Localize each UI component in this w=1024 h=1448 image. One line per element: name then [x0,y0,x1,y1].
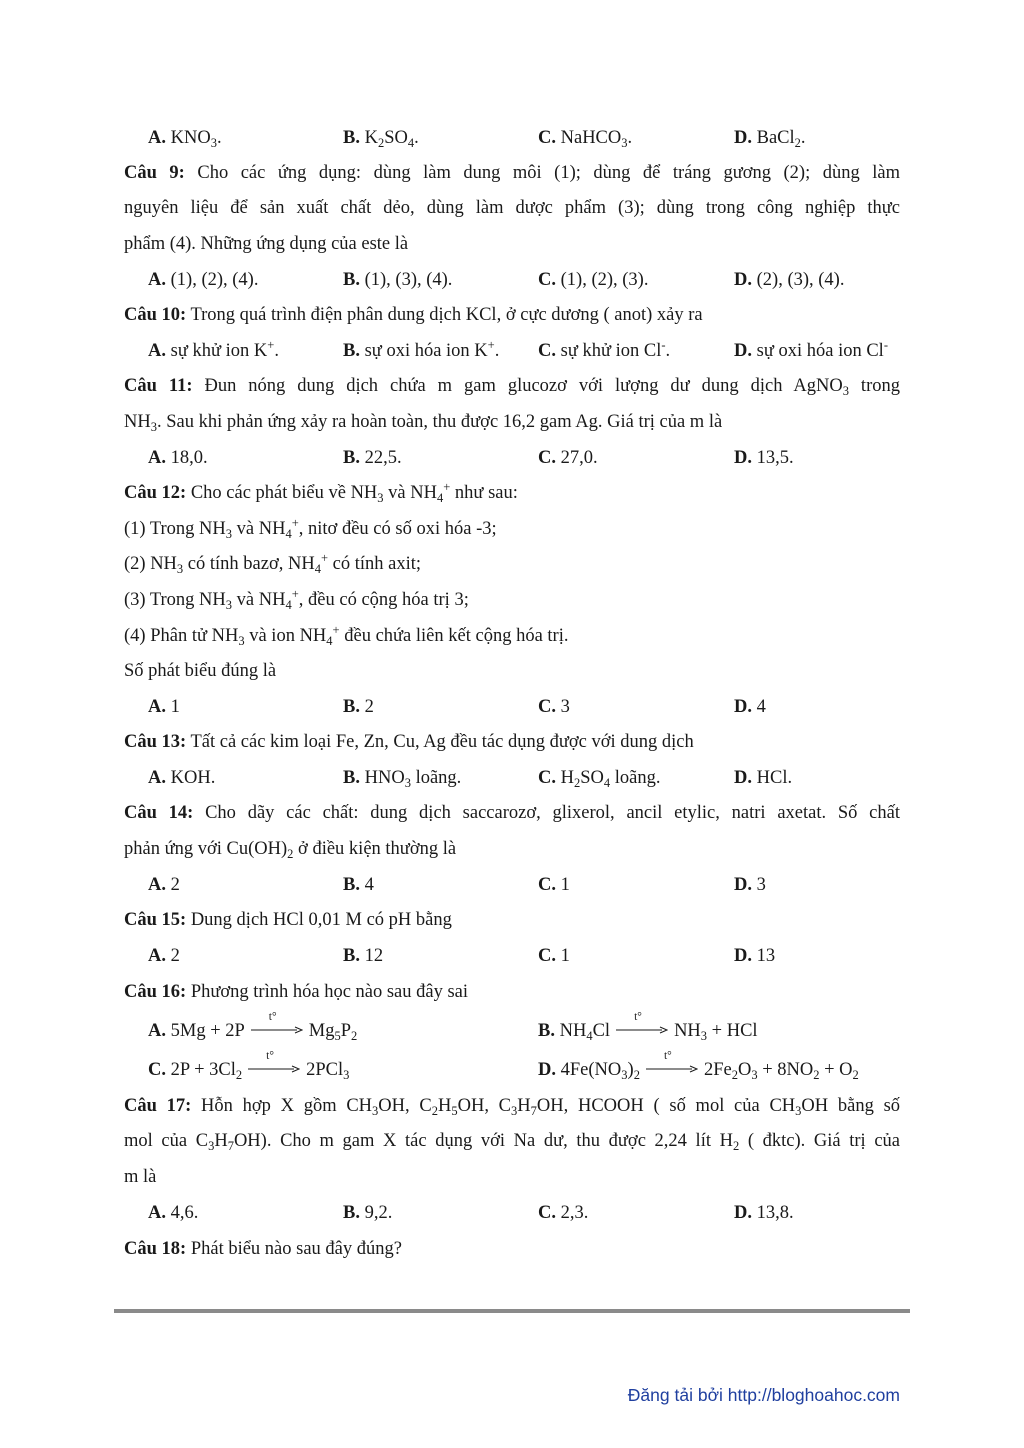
q17-option-c: C. 2,3. [538,1203,589,1223]
q16-option-d: D. $4Fe(NO_3)_2$ t° $2Fe_2O_3 + 8NO_2 + O_2$ [538,1050,859,1082]
q9-line-3: phẩm (4). Những ứng dụng của este là [124,234,409,254]
footer-divider [114,1309,910,1313]
q17-line-3: m là [124,1167,157,1187]
q14-option-c: C. 1 [538,875,570,895]
q15-option-d: D. 13 [734,946,776,966]
q17-option-d: D. 13,8. [734,1203,794,1223]
q13-option-b: B. $HNO_3$ loãng. [343,768,462,790]
q12-question: Câu 12: Cho các phát biểu về $NH_3$ và $NH_4^+$ như sau: [124,480,518,505]
q15-option-c: C. 1 [538,946,570,966]
q16-option-b: B. $NH_4Cl$ t° $NH_3$ + HCl [538,1011,758,1043]
q8-option-c: C. NaHCO$_3$. [538,128,633,150]
q9-line-2: nguyên liệu để sản xuất chất dẻo, dùng làm dược phẩm (3); dùng trong công nghiệp thực [124,198,900,218]
reaction-arrow: t° [248,1059,300,1077]
q12-option-c: C. 3 [538,697,570,717]
q11-option-d: D. 13,5. [734,448,794,468]
q15-option-b: B. 12 [343,946,384,966]
q12-option-a: A. 1 [148,697,180,717]
q10-option-c: C. sự khử ion Cl-. [538,338,671,361]
q10-option-b: B. sự oxi hóa ion K+. [343,338,500,361]
q12-statement-4: (4) Phân tử $NH_3$ và ion $NH_4^+$ đều chứa liên kết cộng hóa trị. [124,623,569,648]
reaction-arrow: t° [251,1020,303,1038]
q17-option-b: B. 9,2. [343,1203,393,1223]
q16-option-a: A. 5Mg + 2P t° $Mg_5P_2$ [148,1011,358,1043]
q11-line-1: Câu 11: Đun nóng dung dịch chứa m gam glucozơ với lượng dư dung dịch AgNO$_3$ trong [124,376,900,398]
q13-option-d: D. HCl. [734,768,793,788]
q9-option-d: D. (2), (3), (4). [734,270,845,290]
q12-option-b: B. 2 [343,697,374,717]
q14-option-b: B. 4 [343,875,374,895]
reaction-arrow: t° [646,1059,698,1077]
q14-option-d: D. 3 [734,875,766,895]
q11-option-c: C. 27,0. [538,448,598,468]
q13-option-c: C. $H_2SO_4$ loãng. [538,768,661,790]
q18-question: Câu 18: Phát biểu nào sau đây đúng? [124,1239,402,1259]
q9-line-1: Câu 9: Cho các ứng dụng: dùng làm dung môi (1); dùng để tráng gương (2); dùng làm [124,163,901,183]
q16-question: Câu 16: Phương trình hóa học nào sau đây sai [124,982,469,1002]
q12-option-d: D. 4 [734,697,766,717]
q14-line-1: Câu 14: Cho dãy các chất: dung dịch saccarozơ, glixerol, ancil etylic, natri axetat. Số chất [124,803,900,823]
reaction-arrow: t° [616,1020,668,1038]
q11-line-2: $NH_3$. Sau khi phản ứng xảy ra hoàn toàn, thu được 16,2 gam Ag. Giá trị của m là [124,412,723,434]
q17-line-1: Câu 17: Hỗn hợp X gồm $CH_3OH$, $C_2H_5OH$, $C_3H_7OH$, HCOOH ( số mol của $CH_3OH$ bằng số [124,1096,901,1118]
q9-option-a: A. (1), (2), (4). [148,270,259,290]
q9-option-c: C. (1), (2), (3). [538,270,649,290]
q15-question: Câu 15: Dung dịch HCl 0,01 M có pH bằng [124,910,452,930]
q13-question: Câu 13: Tất cả các kim loại Fe, Zn, Cu, Ag đều tác dụng được với dung dịch [124,732,694,752]
q12-statement-1: (1) Trong $NH_3$ và $NH_4^+$, nitơ đều có số oxi hóa -3; [124,516,497,541]
q17-line-2: mol của $C_3H_7OH$). Cho m gam X tác dụng với Na dư, thu được 2,24 lít $H_2$ ( đktc). Giá trị của [124,1131,901,1153]
q10-question: Câu 10: Trong quá trình điện phân dung dịch KCl, ở cực dương ( anot) xảy ra [124,305,703,325]
q17-option-a: A. 4,6. [148,1203,199,1223]
q11-option-b: B. 22,5. [343,448,402,468]
q16-option-c: C. $2P + 3Cl_2$ t° 2PCl$_3$ [148,1050,350,1082]
q10-option-d: D. sự oxi hóa ion Cl- [734,338,888,361]
q12-prompt: Số phát biểu đúng là [124,661,277,681]
q14-option-a: A. 2 [148,875,180,895]
q14-line-2: phản ứng với $Cu(OH)_2$ ở điều kiện thường là [124,839,457,861]
q10-option-a: A. sự khử ion K+. [148,338,279,361]
q8-option-d: D. BaCl$_2$. [734,128,806,150]
q12-statement-2: (2) $NH_3$ có tính bazơ, $NH_4^+$ có tính axit; [124,551,422,576]
q11-option-a: A. 18,0. [148,448,208,468]
q8-option-a: A. $KNO_3$. [148,128,222,150]
footer-credit[interactable]: Đăng tải bởi http://bloghoahoc.com [627,1385,900,1405]
q9-option-b: B. (1), (3), (4). [343,270,453,290]
q15-option-a: A. 2 [148,946,180,966]
q8-option-b: B. $K_2SO_4$. [343,128,419,150]
q13-option-a: A. KOH. [148,768,216,788]
q12-statement-3: (3) Trong $NH_3$ và $NH_4^+$, đều có cộng hóa trị 3; [124,587,469,612]
